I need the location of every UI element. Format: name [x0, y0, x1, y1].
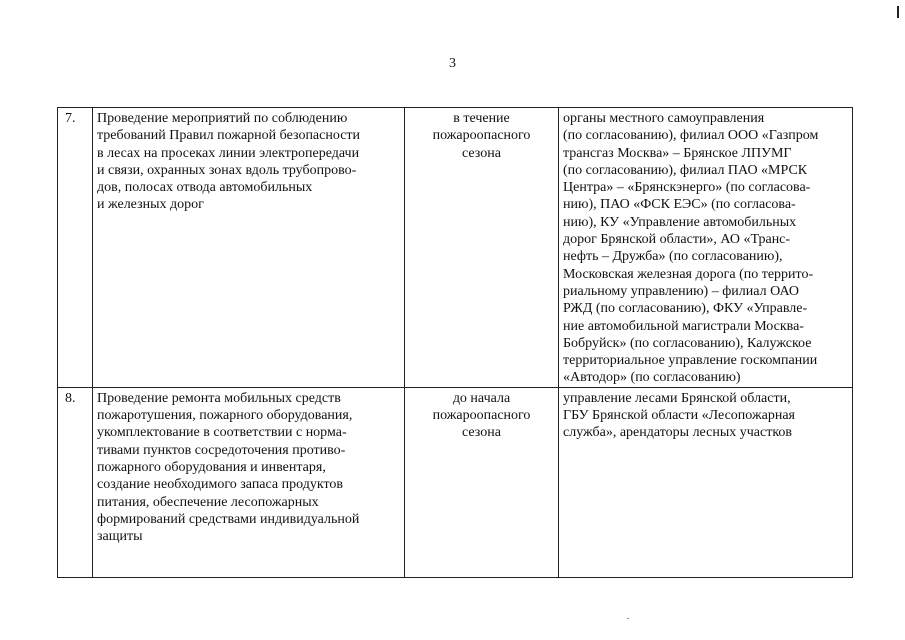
responsible-line: Бобруйск» (по согласованию), Калужское: [563, 335, 812, 351]
term-cell: [405, 387, 559, 577]
event-line: требований Правил пожарной безопасности: [97, 128, 361, 144]
event-line: защиты: [97, 529, 143, 545]
responsible-line: риальному управлению) – филиал ОАО: [563, 283, 800, 299]
responsible-cell: [559, 108, 853, 388]
term-line: до начала: [452, 390, 511, 406]
responsible-line: ГБУ Брянской области «Лесопожарная: [563, 408, 795, 424]
event-cell: [93, 108, 405, 388]
responsible-line: нию), ПАО «ФСК ЕЭС» (по согласова-: [563, 197, 796, 213]
row-number: 7.: [65, 111, 76, 126]
responsible-line: нию), КУ «Управление автомобильных: [563, 214, 797, 230]
term-line: в течение: [453, 111, 510, 126]
responsible-line: нефть – Дружба» (по согласованию),: [563, 249, 783, 265]
event-line: пожаротушения, пожарного оборудования,: [97, 408, 353, 424]
event-line: создание необходимого запаса продуктов: [97, 477, 343, 493]
responsible-line: органы местного самоуправления: [563, 111, 765, 126]
responsible-line: (по согласованию), филиал ПАО «МРСК: [563, 162, 808, 178]
responsible-line: служба», арендаторы лесных участков: [563, 425, 793, 441]
term-line: пожароопасного: [432, 408, 531, 424]
event-line: и железных дорог: [97, 197, 204, 213]
scan-speck: [627, 618, 629, 619]
responsible-cell: [559, 387, 853, 577]
table-row: [58, 387, 853, 577]
term-cell: [405, 108, 559, 388]
row-number-cell: [58, 387, 93, 577]
responsible-line: (по согласованию), филиал ООО «Газпром: [563, 128, 819, 144]
responsible-line: территориальное управление госкомпании: [563, 353, 818, 369]
responsible-line: ние автомобильной магистрали Москва-: [563, 318, 804, 334]
event-line: Проведение ремонта мобильных средств: [97, 390, 341, 406]
event-line: в лесах на просеках линии электропередачи: [97, 145, 360, 161]
event-line: тивами пунктов сосредоточения противо-: [97, 442, 346, 458]
responsible-line: «Автодор» (по согласованию): [563, 370, 741, 386]
event-line: укомплектование в соответствии с норма-: [97, 425, 347, 441]
term-line: пожароопасного: [432, 128, 531, 144]
fire-safety-plan-table: [57, 107, 853, 578]
responsible-line: Московская железная дорога (по террито-: [563, 266, 814, 282]
event-line: дов, полосах отвода автомобильных: [97, 180, 313, 196]
event-line: формирований средствами индивидуальной: [97, 511, 360, 527]
term-line: сезона: [462, 425, 501, 441]
event-line: питания, обеспечение лесопожарных: [97, 494, 319, 510]
page-number: 3: [449, 56, 456, 71]
event-line: пожарного оборудования и инвентаря,: [97, 459, 326, 475]
row-number: 8.: [65, 390, 76, 406]
responsible-line: управление лесами Брянской области,: [563, 390, 791, 406]
responsible-line: Центра» – «Брянскэнерго» (по согласова-: [563, 180, 811, 196]
term-line: сезона: [462, 145, 501, 161]
row-number-cell: [58, 108, 93, 388]
responsible-line: трансгаз Москва» – Брянское ЛПУМГ: [563, 145, 792, 161]
event-line: Проведение мероприятий по соблюдению: [97, 111, 348, 126]
table-row: [58, 108, 853, 388]
responsible-line: дорог Брянской области», АО «Транс-: [563, 232, 791, 248]
responsible-line: РЖД (по согласованию), ФКУ «Управле-: [563, 301, 808, 317]
event-line: и связи, охранных зонах вдоль трубопрово-: [97, 162, 357, 178]
event-cell: [93, 387, 405, 577]
page-edge-mark: [897, 6, 899, 18]
